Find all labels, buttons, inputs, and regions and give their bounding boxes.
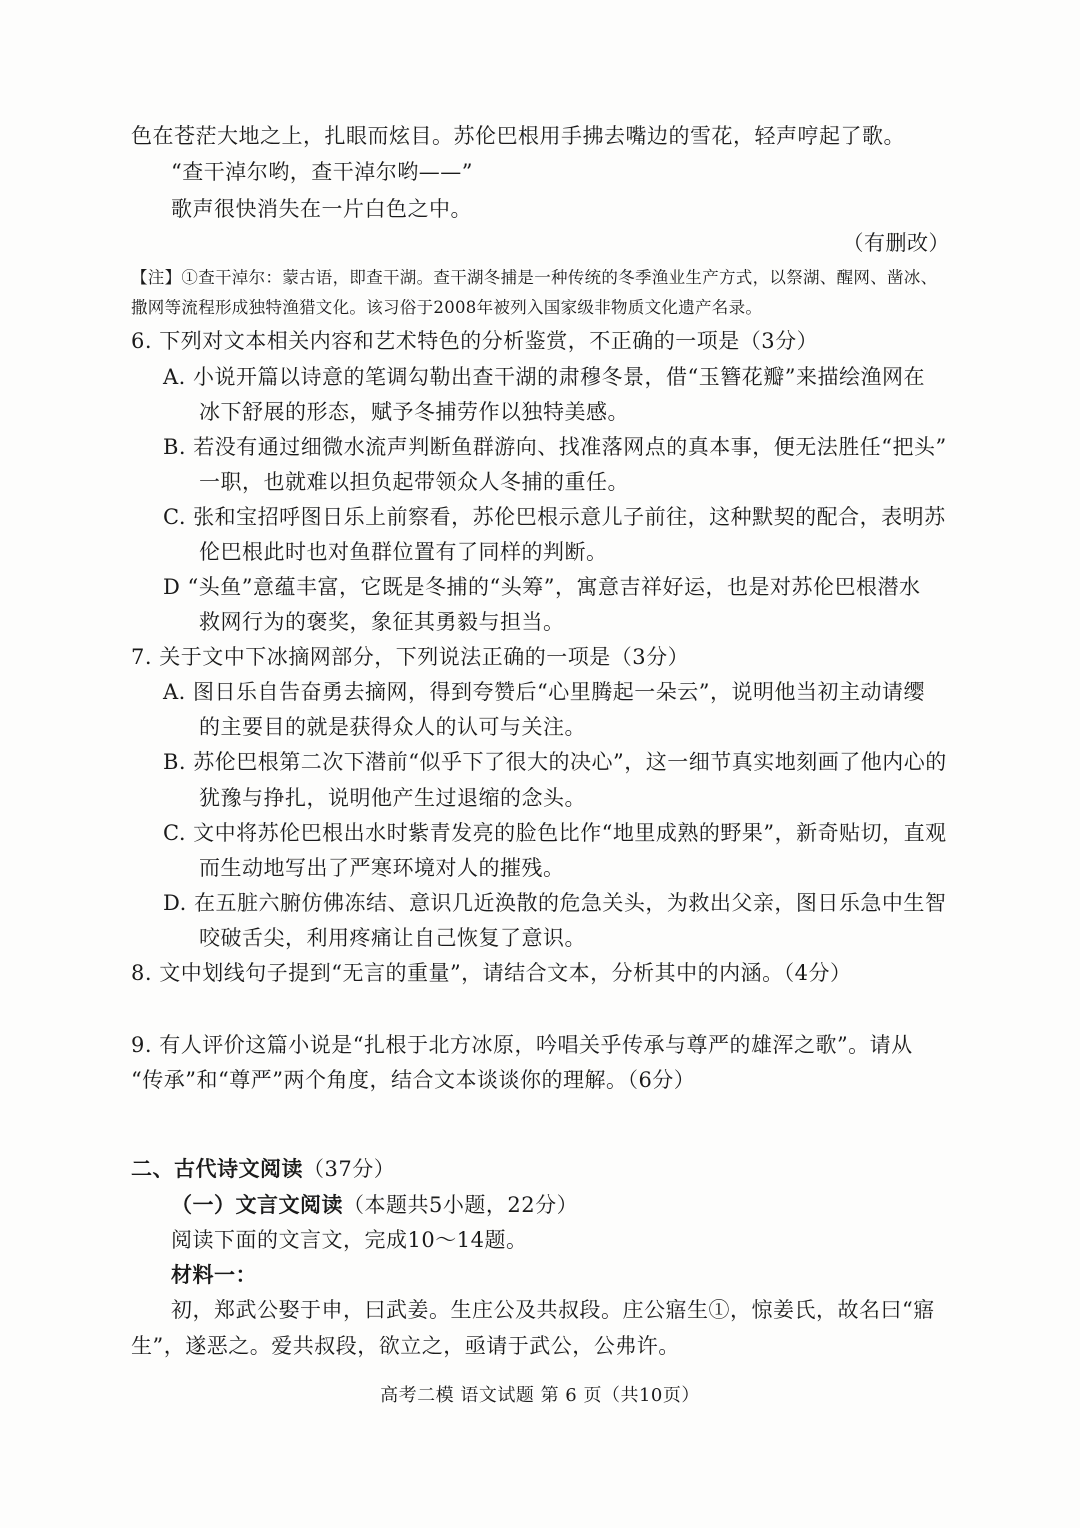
question-7-stem: 7. 关于文中下冰摘网部分，下列说法正确的一项是（3分）: [131, 645, 690, 669]
question-7-option-b: B. 苏伦巴根第二次下潜前“似乎下了很大的决心”，这一细节真实地刻画了他内心的: [163, 750, 947, 774]
question-6-option-d: D “头鱼”意蕴丰富，它既是冬捕的“头筹”，寓意吉祥好运，也是对苏伦巴根潜水: [163, 575, 921, 599]
page-footer: 高考二模 语文试题 第 6 页（共10页）: [380, 1385, 700, 1406]
subsection-1-score: （本题共5小题，22分）: [343, 1193, 579, 1217]
question-6-option-c-cont: 伦巴根此时也对鱼群位置有了同样的判断。: [199, 540, 608, 564]
question-8-stem: 8. 文中划线句子提到“无言的重量”，请结合文本，分析其中的内涵。（4分）: [131, 961, 852, 985]
footnote-line-1: 【注】①查干淖尔：蒙古语，即查干湖。查干湖冬捕是一种传统的冬季渔业生产方式，以祭湖、醒网、凿冰、: [131, 268, 938, 287]
question-6-option-c: C. 张和宝招呼图日乐上前察看，苏伦巴根示意儿子前往，这种默契的配合，表明苏: [163, 505, 946, 529]
question-9-line-1: 9. 有人评价这篇小说是“扎根于北方冰原，吟唱关乎传承与尊严的雄浑之歌”。请从: [131, 1033, 913, 1057]
question-6-option-b-cont: 一职，也就难以担负起带领众人冬捕的重任。: [199, 470, 629, 494]
subsection-1-heading: [171, 1190, 578, 1220]
material-1-label: 材料一：: [171, 1262, 257, 1287]
question-6-option-a: A. 小说开篇以诗意的笔调勾勒出查干湖的肃穆冬景，借“玉簪花瓣”来描绘渔网在: [163, 365, 925, 389]
story-paragraph-end: 色在苍茫大地之上，扎眼而炫目。苏伦巴根用手拂去嘴边的雪花，轻声哼起了歌。: [131, 124, 905, 148]
footnote-line-2: 撒网等流程形成独特渔猎文化。该习俗于2008年被列入国家级非物质文化遗产名录。: [131, 298, 763, 317]
section-2-heading: [131, 1154, 395, 1184]
question-6-stem: 6. 下列对文本相关内容和艺术特色的分析鉴赏，不正确的一项是（3分）: [131, 329, 819, 353]
question-9-line-2: “传承”和“尊严”两个角度，结合文本谈谈你的理解。（6分）: [131, 1068, 696, 1092]
classical-text-line-1: 初，郑武公娶于申，曰武姜。生庄公及共叔段。庄公寤生①，惊姜氏，故名曰“寤: [171, 1298, 935, 1322]
question-7-option-d-cont: 咬破舌尖，利用疼痛让自己恢复了意识。: [199, 926, 586, 950]
question-6-option-b: B. 若没有通过细微水流声判断鱼群游向、找准落网点的真本事，便无法胜任“把头”: [163, 435, 947, 459]
question-7-option-a-cont: 的主要目的就是获得众人的认可与关注。: [199, 715, 586, 739]
section-2-heading-score: （37分）: [303, 1157, 396, 1181]
source-note: （有删改）: [842, 231, 950, 255]
story-song-line: “查干淖尔哟，查干淖尔哟——”: [171, 160, 473, 184]
question-7-option-c: C. 文中将苏伦巴根出水时紫青发亮的脸色比作“地里成熟的野果”，新奇贴切，直观: [163, 821, 947, 845]
question-7-option-b-cont: 犹豫与挣扎，说明他产生过退缩的念头。: [199, 786, 586, 810]
question-6-option-d-cont: 救网行为的褒奖，象征其勇毅与担当。: [199, 610, 565, 634]
reading-instruction: 阅读下面的文言文，完成10～14题。: [171, 1228, 528, 1252]
question-6-option-a-cont: 冰下舒展的形态，赋予冬捕劳作以独特美感。: [199, 400, 629, 424]
question-7-option-a: A. 图日乐自告奋勇去摘网，得到夸赞后“心里腾起一朵云”，说明他当初主动请缨: [163, 680, 925, 704]
subsection-1-title: （一）文言文阅读: [171, 1192, 343, 1217]
section-2-heading-title: 二、古代诗文阅读: [131, 1156, 303, 1181]
question-7-option-d: D. 在五脏六腑仿佛冻结、意识几近涣散的危急关头，为救出父亲，图日乐急中生智: [163, 891, 947, 915]
classical-text-line-2: 生”，遂恶之。爱共叔段，欲立之，亟请于武公，公弗许。: [131, 1334, 680, 1358]
question-7-option-c-cont: 而生动地写出了严寒环境对人的摧残。: [199, 856, 565, 880]
story-ending-line: 歌声很快消失在一片白色之中。: [171, 197, 472, 221]
